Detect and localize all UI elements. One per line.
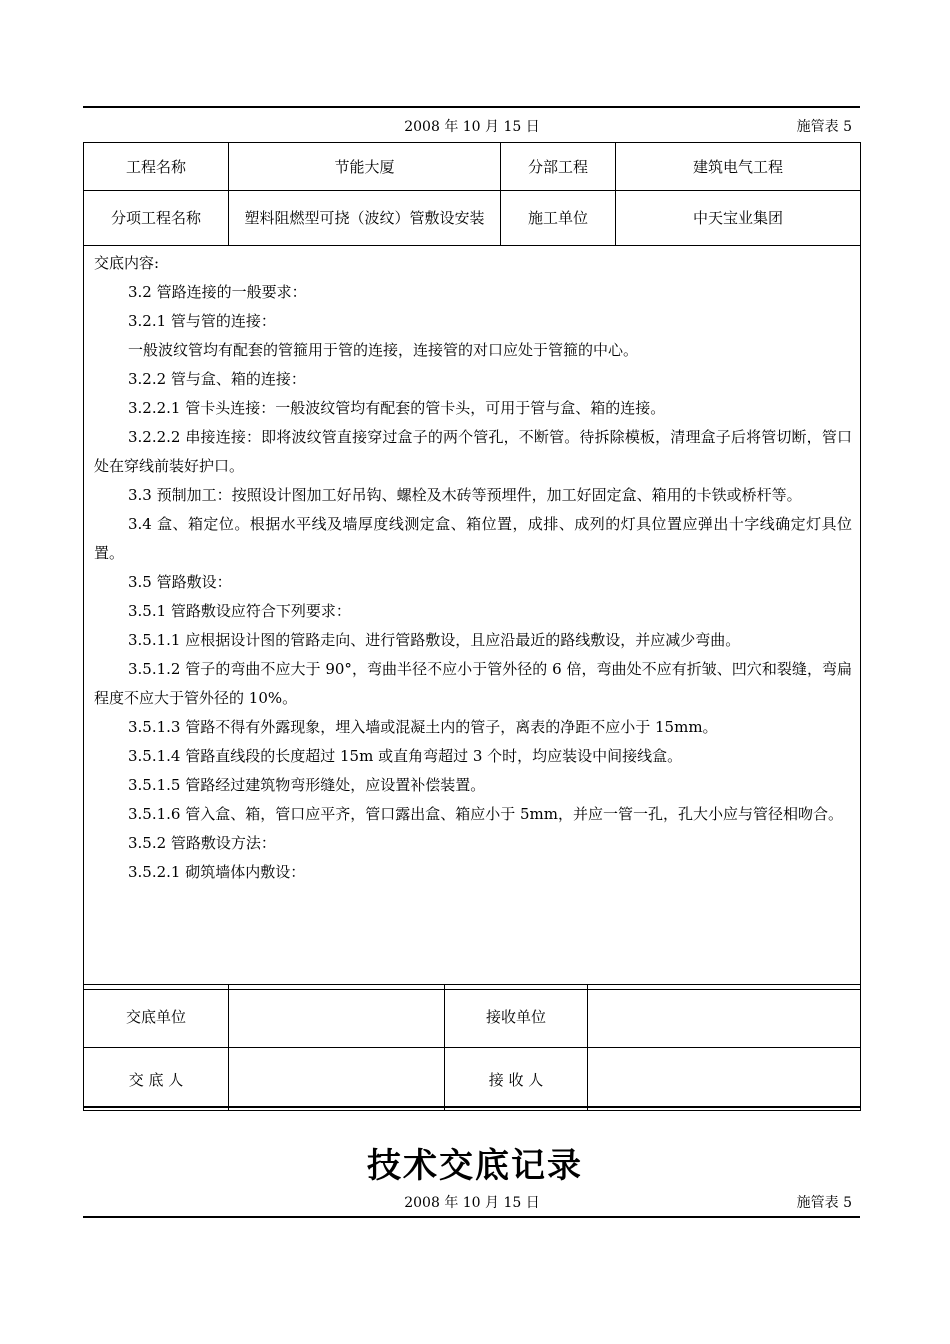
header-date: 2008 年 10 月 15 日 [404, 119, 540, 135]
content-paragraph: 一般波纹管均有配套的管箍用于管的连接，连接管的对口应处于管箍的中心。 [128, 341, 639, 359]
content-paragraph: 3.5 管路敷设： [128, 573, 232, 591]
content-body [94, 278, 852, 887]
receiver-field[interactable] [588, 1048, 861, 1111]
signature-person-row [84, 1048, 861, 1111]
project-row [84, 143, 861, 191]
receiving-unit-label: 接收单位 [445, 985, 588, 1048]
content-cell [84, 246, 861, 990]
subproject-row [84, 191, 861, 246]
contractor-value: 中天宝业集团 [616, 191, 861, 246]
content-paragraph: 3.2.1 管与管的连接： [128, 312, 276, 330]
division-value: 建筑电气工程 [616, 143, 861, 191]
project-name-label: 工程名称 [84, 143, 229, 191]
content-paragraph: 3.4 盒、箱定位。根据水平线及墙厚度线测定盒、箱位置，成排、成列的灯具位置应弹出十字线确定灯具位置。 [94, 515, 852, 562]
issuing-unit-label: 交底单位 [84, 985, 229, 1048]
project-name-value: 节能大厦 [229, 143, 501, 191]
content-paragraph: 3.5.1.3 管路不得有外露现象，埋入墙或混凝土内的管子，离表的净距不应小于 15mm。 [128, 718, 718, 736]
content-paragraph: 3.5.2.1 砌筑墙体内敷设： [128, 863, 306, 881]
content-paragraph: 3.5.1.2 管子的弯曲不应大于 90°，弯曲半径不应小于管外径的 6 倍，弯曲处不应有折皱、凹穴和裂缝，弯扁程度不应大于管外径的 10%。 [94, 660, 852, 707]
header-date-line [84, 116, 860, 136]
content-paragraph: 3.2.2.1 管卡头连接：一般波纹管均有配套的管卡头，可用于管与盒、箱的连接。 [128, 399, 666, 417]
content-paragraph: 3.5.1.1 应根据设计图的管路走向、进行管路敷设，且应沿最近的路线敷设，并应减少弯曲。 [128, 631, 741, 649]
next-page-date: 2008 年 10 月 15 日 [404, 1195, 540, 1211]
content-paragraph: 3.5.1.6 管入盒、箱，管口应平齐，管口露出盒、箱应小于 5mm，并应一管一孔，孔大小应与管径相吻合。 [128, 805, 844, 823]
next-page-title: 技术交底记录 [367, 1146, 583, 1186]
contractor-label: 施工单位 [501, 191, 616, 246]
record-table [83, 142, 861, 990]
division-label: 分部工程 [501, 143, 616, 191]
next-page-form-number: 施管表 5 [796, 1195, 852, 1211]
signature-table [83, 984, 861, 1111]
next-page-rule [83, 1216, 860, 1218]
content-paragraph: 3.2.2 管与盒、箱的连接： [128, 370, 306, 388]
content-paragraph: 3.5.2 管路敷设方法： [128, 834, 276, 852]
table-bottom-rule [83, 1106, 860, 1108]
header-form-number: 施管表 5 [796, 119, 852, 135]
content-paragraph: 3.5.1.4 管路直线段的长度超过 15m 或直角弯超过 3 个时，均应装设中间接线盒。 [128, 747, 683, 765]
subproject-value: 塑料阻燃型可挠（波纹）管敷设安装 [229, 191, 501, 246]
subproject-label: 分项工程名称 [84, 191, 229, 246]
content-paragraph: 3.3 预制加工：按照设计图加工好吊钩、螺栓及木砖等预埋件，加工好固定盒、箱用的卡铁或桥杆等。 [128, 486, 802, 504]
issuer-label: 交 底 人 [84, 1048, 229, 1111]
receiver-label: 接 收 人 [445, 1048, 588, 1111]
content-heading: 交底内容: [94, 254, 160, 272]
content-paragraph: 3.5.1.5 管路经过建筑物弯形缝处，应设置补偿装置。 [128, 776, 486, 794]
top-rule [83, 106, 860, 108]
issuer-field[interactable] [229, 1048, 445, 1111]
content-paragraph: 3.2 管路连接的一般要求： [128, 283, 307, 301]
content-paragraph: 3.5.1 管路敷设应符合下列要求： [128, 602, 351, 620]
content-paragraph: 3.2.2.2 串接连接：即将波纹管直接穿过盒子的两个管孔，不断管。待拆除模板，清理盒子后将管切断，管口处在穿线前装好护口。 [94, 428, 852, 475]
content-row [84, 246, 861, 990]
issuing-unit-field[interactable] [229, 985, 445, 1048]
signature-unit-row [84, 985, 861, 1048]
next-page-date-line [84, 1192, 860, 1212]
receiving-unit-field[interactable] [588, 985, 861, 1048]
